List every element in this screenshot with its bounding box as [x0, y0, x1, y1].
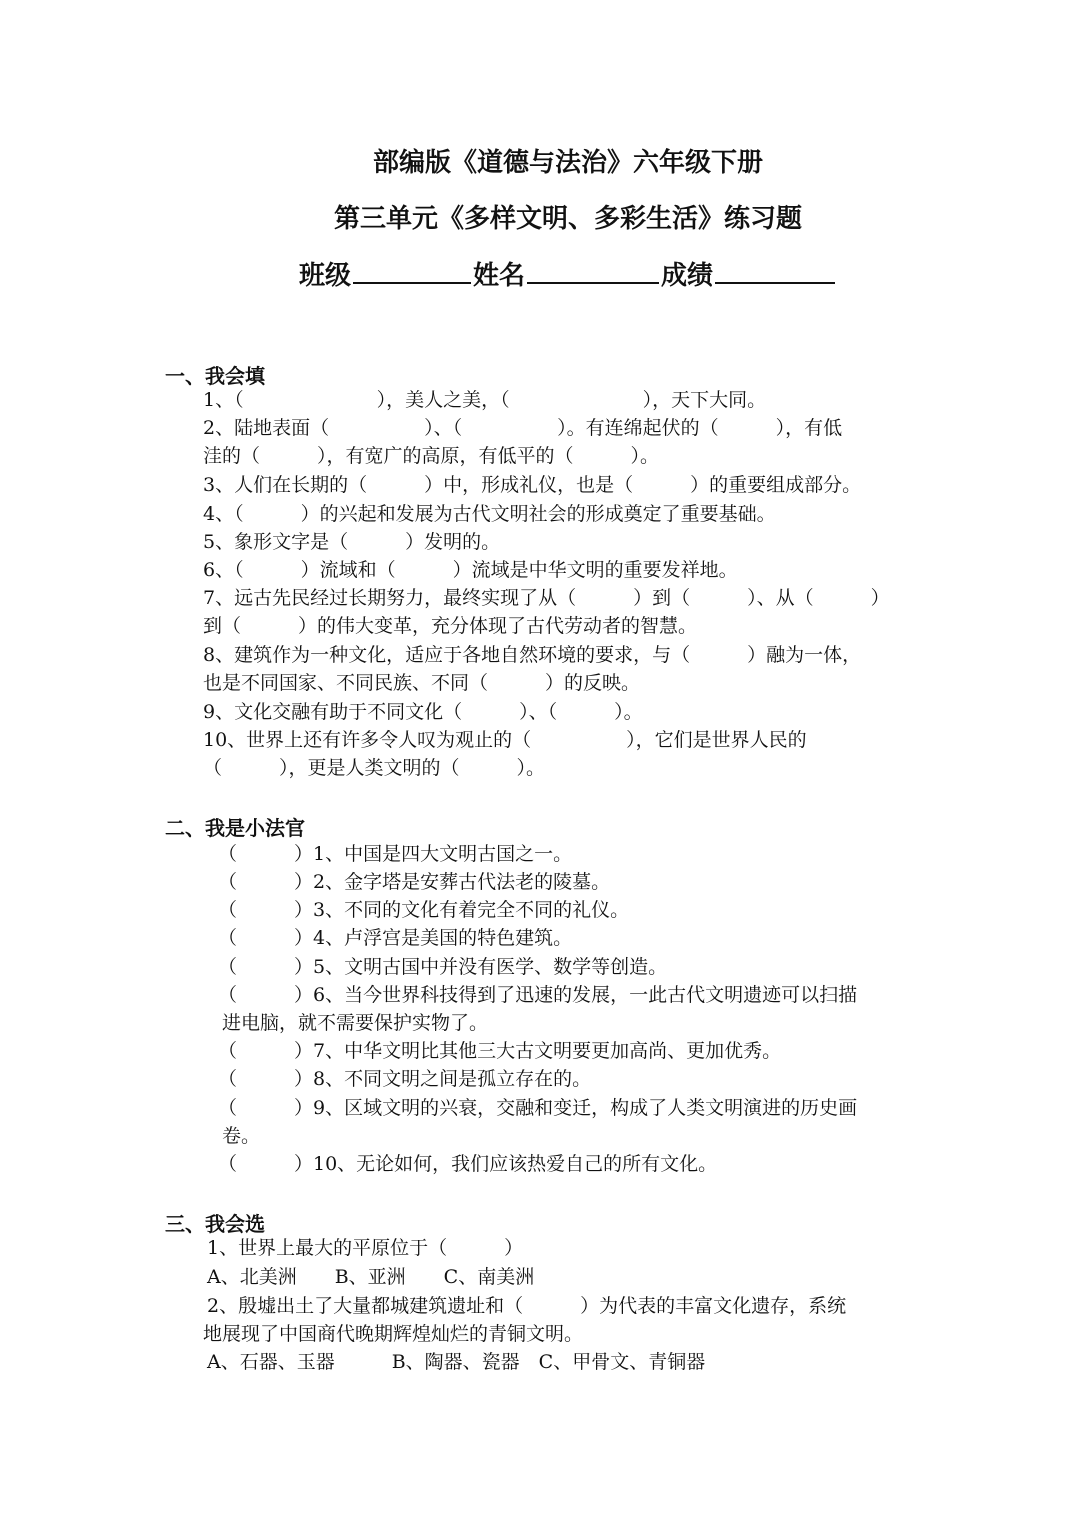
judge-question-6-cont: 进电脑，就不需要保护实物了。	[222, 1012, 489, 1034]
name-blank[interactable]	[527, 260, 659, 284]
judge-question-6: （ ）6、当今世界科技得到了迅速的发展，一此古代文明遗迹可以扫描	[218, 984, 858, 1006]
choice-question-1-options: A、北美洲 B、亚洲 C、南美洲	[207, 1266, 535, 1288]
worksheet-title: 部编版《道德与法治》六年级下册	[372, 148, 763, 178]
fill-question-4: 4、（ ）的兴起和发展为古代文明社会的形成奠定了重要基础。	[203, 503, 776, 525]
choice-question-2-options: A、石器、玉器 B、陶器、瓷器 C、甲骨文、青铜器	[207, 1351, 706, 1373]
choice-question-2-cont: 地展现了中国商代晚期辉煌灿烂的青铜文明。	[203, 1323, 584, 1345]
judge-question-4: （ ）4、卢浮宫是美国的特色建筑。	[218, 927, 573, 949]
choice-question-1: 1、世界上最大的平原位于（ ）	[207, 1237, 524, 1259]
fill-question-2: 2、陆地表面（ ）、（ ）。有连绵起伏的（ ），有低	[203, 417, 843, 439]
score-blank[interactable]	[715, 260, 835, 284]
student-info-row	[28, 255, 1080, 292]
judge-question-8: （ ）8、不同文明之间是孤立存在的。	[218, 1068, 592, 1090]
fill-question-10-cont: （ ），更是人类文明的（ ）。	[203, 757, 546, 779]
judge-question-7: （ ）7、中华文明比其他三大古文明要更加高尚、更加优秀。	[218, 1040, 782, 1062]
fill-question-3: 3、人们在长期的（ ）中，形成礼仪，也是（ ）的重要组成部分。	[203, 474, 862, 496]
fill-question-5: 5、象形文字是（ ）发明的。	[203, 531, 501, 553]
fill-question-7: 7、远古先民经过长期努力，最终实现了从（ ）到（ ）、从（ ）	[203, 587, 890, 609]
worksheet-subtitle: 第三单元《多样文明、多彩生活》练习题	[333, 204, 802, 234]
fill-question-9: 9、文化交融有助于不同文化（ ）、（ ）。	[203, 701, 643, 723]
judge-question-2: （ ）2、金字塔是安葬古代法老的陵墓。	[218, 871, 611, 893]
judge-question-3: （ ）3、不同的文化有着完全不同的礼仪。	[218, 899, 630, 921]
name-label: 姓名	[472, 261, 525, 291]
judge-question-9: （ ）9、区域文明的兴衰，交融和变迁，构成了人类文明演进的历史画	[218, 1097, 858, 1119]
score-label: 成绩	[661, 261, 714, 291]
fill-question-6: 6、（ ）流域和（ ）流域是中华文明的重要发祥地。	[203, 559, 738, 581]
fill-question-8: 8、建筑作为一种文化，适应于各地自然环境的要求，与（ ）融为一体，	[203, 644, 862, 666]
judge-question-10: （ ）10、无论如何，我们应该热爱自己的所有文化。	[218, 1153, 718, 1175]
fill-question-1: 1、（ ），美人之美，（ ），天下大同。	[203, 389, 767, 411]
judge-question-1: （ ）1、中国是四大文明古国之一。	[218, 843, 573, 865]
fill-question-10: 10、世界上还有许多令人叹为观止的（ ），它们是世界人民的	[203, 729, 807, 751]
fill-question-7-cont: 到（ ）的伟大变革，充分体现了古代劳动者的智慧。	[203, 615, 698, 637]
judge-question-9-cont: 卷。	[222, 1125, 261, 1147]
choice-question-2: 2、殷墟出土了大量都城建筑遗址和（ ）为代表的丰富文化遗存，系统	[207, 1295, 847, 1317]
class-label: 班级	[298, 261, 351, 291]
judge-question-5: （ ）5、文明古国中并没有医学、数学等创造。	[218, 956, 668, 978]
fill-question-8-cont: 也是不同国家、不同民族、不同（ ）的反映。	[203, 672, 641, 694]
section-heading-fill: 一、我会填	[165, 364, 265, 388]
section-heading-choice: 三、我会选	[165, 1212, 265, 1236]
fill-question-2-cont: 洼的（ ），有宽广的高原，有低平的（ ）。	[203, 445, 660, 467]
section-heading-judge: 二、我是小法官	[165, 816, 305, 840]
class-blank[interactable]	[353, 260, 471, 284]
